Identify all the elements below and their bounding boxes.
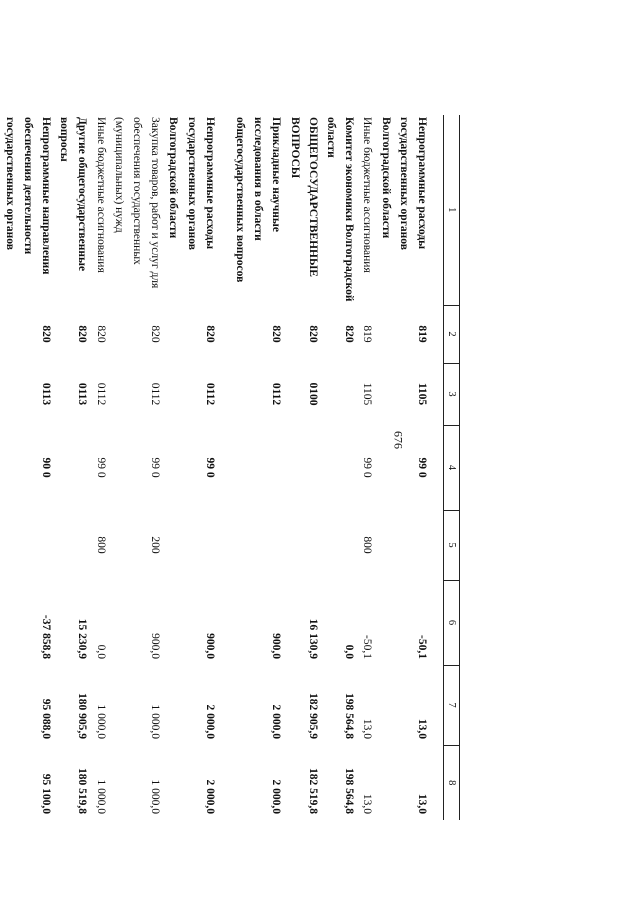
- cell-col-5: [322, 510, 358, 580]
- cell-col-6: 15 230,9: [76, 618, 89, 659]
- cell-col-7: 182 905,9: [306, 693, 319, 739]
- cell-col-3: 0112: [94, 382, 107, 406]
- cell-col-5: [164, 510, 231, 580]
- page-number: 676: [391, 431, 406, 449]
- cell-col-4: 90 0: [39, 457, 52, 478]
- header-col-3: 3: [444, 363, 460, 425]
- cell-col-4: [55, 425, 91, 510]
- cell-col-3: 0112: [270, 382, 283, 406]
- row-name: Прикладные научные исследования в области общегосударственных вопросов: [233, 117, 283, 283]
- cell-col-2: 820: [94, 325, 107, 343]
- row-name: Непрограммные направления обеспечения деятельности государственных органов: [3, 117, 52, 275]
- header-col-2: 2: [444, 305, 460, 363]
- budget-table: [0, 115, 460, 820]
- cell-col-8: 1 000,0: [149, 779, 162, 814]
- cell-col-4: [231, 425, 286, 510]
- cell-col-8: 182 519,8: [306, 768, 319, 814]
- table-row: [0, 115, 55, 820]
- cell-col-8: 2 000,0: [270, 779, 283, 814]
- cell-col-7: 2 000,0: [270, 704, 283, 739]
- header-col-4: 4: [444, 425, 460, 510]
- cell-col-2: 819: [361, 325, 374, 343]
- cell-col-6: 16 130,9: [306, 618, 319, 659]
- cell-col-3: 0112: [149, 382, 162, 406]
- cell-col-6: -50,1: [416, 635, 428, 659]
- table-row: [376, 115, 443, 820]
- cell-col-5: [231, 510, 286, 580]
- cell-col-3: 1105: [416, 382, 428, 406]
- cell-col-4: 99 0: [149, 457, 162, 478]
- row-name: Комитет экономики Волгоградской области: [324, 117, 356, 302]
- cell-col-4: 99 0: [94, 457, 107, 478]
- table-row: [55, 115, 91, 820]
- row-name: ОБЩЕГОСУДАРСТВЕННЫЕ ВОПРОСЫ: [288, 117, 319, 277]
- cell-col-6: 0,0: [94, 644, 107, 659]
- cell-col-4: 99 0: [361, 457, 374, 478]
- cell-col-4: 99 0: [416, 457, 428, 478]
- cell-col-7: 13,0: [416, 718, 428, 739]
- cell-col-2: 820: [306, 325, 319, 343]
- cell-col-7: 13,0: [361, 718, 374, 739]
- cell-col-3: 0113: [76, 382, 89, 406]
- cell-col-8: 180 519,8: [76, 768, 89, 814]
- table-row: [110, 115, 165, 820]
- cell-col-5: 800: [361, 536, 374, 554]
- cell-col-7: 2 000,0: [203, 704, 216, 739]
- header-col-7: 7: [444, 665, 460, 745]
- cell-col-2: 820: [76, 325, 89, 343]
- cell-col-5: [0, 510, 55, 580]
- cell-col-7: 95 088,0: [39, 698, 52, 739]
- cell-col-6: 900,0: [149, 633, 162, 659]
- cell-col-8: 13,0: [361, 793, 374, 814]
- cell-col-7: 1 000,0: [94, 704, 107, 739]
- table-row: [358, 115, 376, 820]
- cell-col-7: 198 564,8: [343, 693, 356, 739]
- header-col-1: 1: [444, 115, 460, 305]
- header-col-6: 6: [444, 580, 460, 665]
- cell-col-8: 1 000,0: [94, 779, 107, 814]
- row-name: Закупка товаров, работ и услуг для обеспечения государственных (муниципальных) нужд: [112, 117, 162, 289]
- row-name: Иные бюджетные ассигнования: [361, 117, 374, 273]
- cell-col-4: [322, 425, 358, 510]
- table-row: [285, 115, 321, 820]
- rotated-table-container: [3, 115, 460, 820]
- cell-col-3: 0112: [203, 382, 216, 406]
- cell-col-5: [376, 510, 443, 580]
- cell-col-3: 0100: [306, 382, 319, 406]
- cell-col-7: 1 000,0: [149, 704, 162, 739]
- cell-col-7: 180 905,9: [76, 693, 89, 739]
- cell-col-3: [322, 363, 358, 425]
- cell-col-3: 1105: [361, 382, 374, 406]
- cell-col-2: 819: [416, 325, 428, 343]
- row-name: Другие общегосударственные вопросы: [58, 117, 89, 272]
- header-row: [444, 115, 460, 820]
- cell-col-2: 820: [39, 325, 52, 343]
- cell-col-2: 820: [270, 325, 283, 343]
- cell-col-5: [55, 510, 91, 580]
- table-row: [164, 115, 231, 820]
- cell-col-8: 198 564,8: [343, 768, 356, 814]
- cell-col-6: 900,0: [203, 633, 216, 659]
- cell-col-4: [285, 425, 321, 510]
- cell-col-2: 820: [343, 325, 356, 343]
- cell-col-3: 0113: [39, 382, 52, 406]
- table-row: [322, 115, 358, 820]
- cell-col-6: 0,0: [343, 644, 356, 659]
- cell-col-6: -37 858,8: [39, 614, 52, 659]
- cell-col-2: 820: [149, 325, 162, 343]
- cell-col-5: 200: [149, 536, 162, 554]
- cell-col-8: 2 000,0: [203, 779, 216, 814]
- row-name: Непрограммные расходы государственных органов Волгоградской области: [167, 117, 216, 250]
- cell-col-6: -50,1: [361, 635, 374, 659]
- cell-col-8: 95 100,0: [39, 773, 52, 814]
- table-row: [231, 115, 286, 820]
- table-row: [91, 115, 109, 820]
- cell-col-5: [285, 510, 321, 580]
- cell-col-2: 820: [203, 325, 216, 343]
- row-name: Непрограммные расходы государственных органов Волгоградской области: [379, 117, 428, 250]
- cell-col-6: 900,0: [270, 633, 283, 659]
- cell-col-4: 99 0: [203, 457, 216, 478]
- header-col-5: 5: [444, 510, 460, 580]
- row-name: Иные бюджетные ассигнования: [94, 117, 107, 273]
- header-col-8: 8: [444, 745, 460, 820]
- cell-col-5: 800: [94, 536, 107, 554]
- cell-col-8: 13,0: [416, 793, 428, 814]
